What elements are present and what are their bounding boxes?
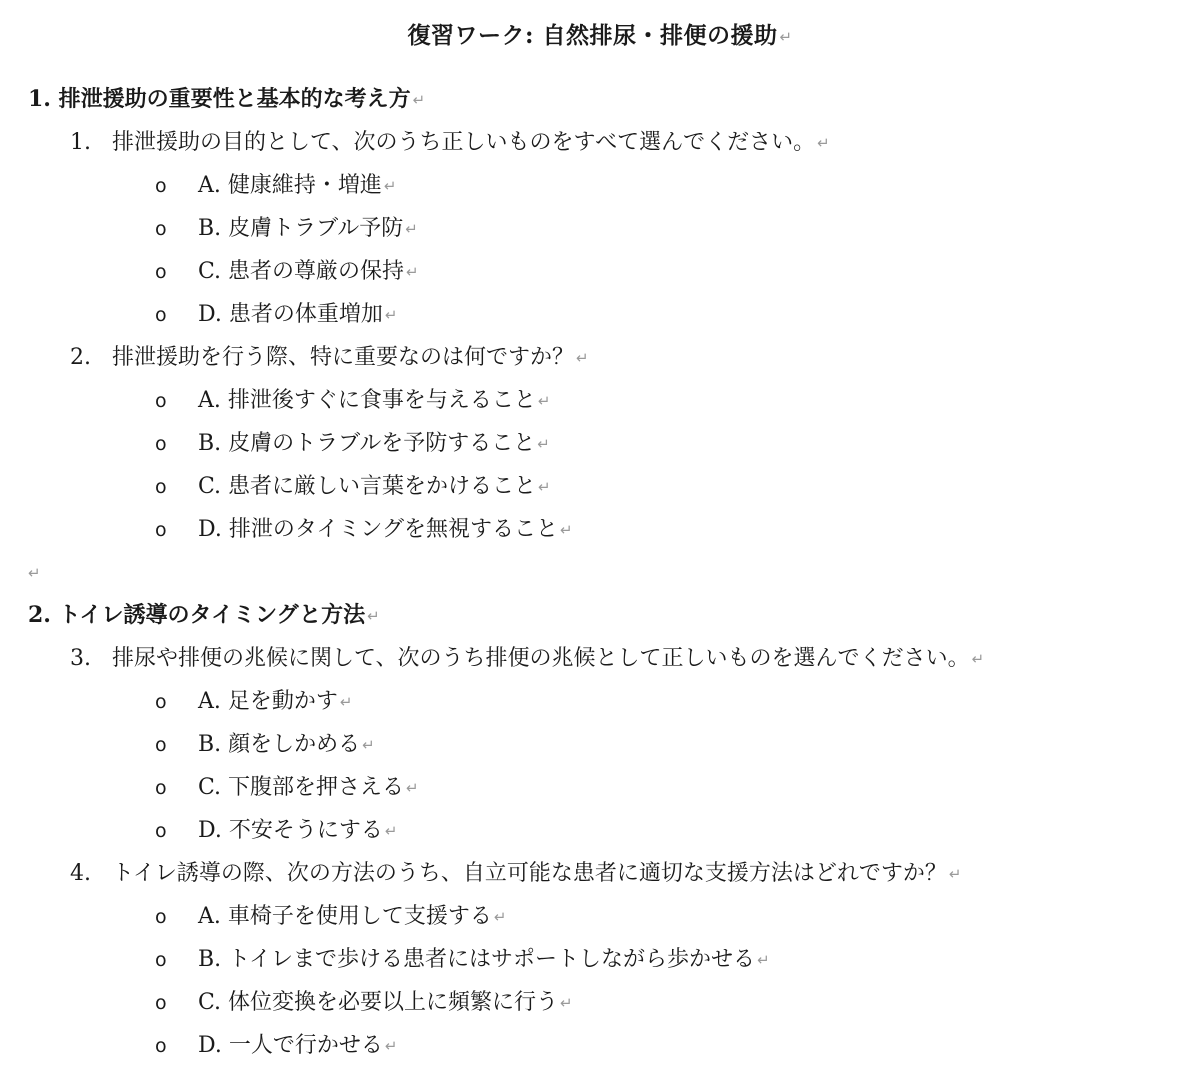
question-2 — [70, 336, 589, 379]
section-heading-1: 1. 排泄援助の重要性と基本的な考え方 ↵ — [28, 86, 426, 112]
paragraph-mark-icon: ↵ — [559, 521, 573, 539]
option-q1-c — [155, 250, 419, 293]
option-q2-b — [155, 422, 550, 465]
empty-paragraph — [26, 551, 41, 594]
paragraph-mark-icon: ↵ — [537, 392, 551, 410]
paragraph-mark-icon: ↵ — [405, 220, 418, 238]
question-number: 2. — [70, 345, 91, 370]
option-text: C. 患者の尊厳の保持 — [198, 259, 405, 284]
option-q4-b — [155, 938, 770, 981]
paragraph-mark-icon: ↵ — [406, 263, 419, 281]
question-text: 排泄援助の目的として、次のうち正しいものをすべて選んでください。 — [112, 130, 816, 155]
paragraph-mark-icon: ↵ — [362, 736, 375, 754]
option-text: B. トイレまで歩ける患者にはサポートしながら歩かせる — [198, 947, 756, 972]
bullet-icon: o — [155, 304, 167, 326]
paragraph-mark-icon: ↵ — [576, 349, 589, 367]
paragraph-mark-icon: ↵ — [384, 1037, 398, 1055]
option-text: D. 不安そうにする — [198, 818, 383, 843]
bullet-icon: o — [155, 1035, 167, 1057]
bullet-icon: o — [155, 175, 167, 197]
option-q1-a — [155, 164, 396, 207]
paragraph-mark-icon: ↵ — [384, 822, 398, 840]
question-number: 4. — [70, 861, 91, 886]
bullet-icon: o — [155, 906, 167, 928]
paragraph-mark-icon: ↵ — [28, 564, 41, 582]
option-q1-d — [155, 293, 397, 336]
bullet-icon: o — [155, 777, 167, 799]
question-number: 1. — [70, 130, 91, 155]
option-text: D. 排泄のタイミングを無視すること — [198, 517, 558, 542]
bullet-icon: o — [155, 992, 167, 1014]
paragraph-mark-icon: ↵ — [817, 134, 830, 152]
question-4 — [70, 852, 961, 895]
paragraph-mark-icon: ↵ — [406, 779, 419, 797]
option-q2-c — [155, 465, 551, 508]
option-q4-d — [155, 1024, 397, 1067]
question-number: 3. — [70, 646, 91, 671]
bullet-icon: o — [155, 433, 167, 455]
bullet-icon: o — [155, 390, 167, 412]
option-text: C. 患者に厳しい言葉をかけること — [198, 474, 537, 499]
question-text: 排尿や排便の兆候に関して、次のうち排便の兆候として正しいものを選んでください。 — [112, 646, 970, 671]
paragraph-mark-icon: ↵ — [948, 865, 962, 883]
option-text: D. 一人で行かせる — [198, 1033, 383, 1058]
paragraph-mark-icon: ↵ — [384, 306, 398, 324]
paragraph-mark-icon: ↵ — [493, 908, 507, 926]
bullet-icon: o — [155, 820, 167, 842]
option-q3-b — [155, 723, 375, 766]
paragraph-mark-icon: ↵ — [367, 607, 380, 625]
option-text: B. 皮膚のトラブルを予防すること — [198, 431, 536, 456]
paragraph-mark-icon: ↵ — [383, 177, 397, 195]
option-text: A. 排泄後すぐに食事を与えること — [198, 388, 536, 413]
question-text: トイレ誘導の際、次の方法のうち、自立可能な患者に適切な支援方法はどれですか？ — [112, 861, 947, 886]
bullet-icon: o — [155, 476, 167, 498]
option-q3-c — [155, 766, 419, 809]
option-text: A. 車椅子を使用して支援する — [198, 904, 492, 929]
paragraph-mark-icon: ↵ — [757, 951, 770, 969]
option-q4-c — [155, 981, 573, 1024]
paragraph-mark-icon: ↵ — [339, 693, 353, 711]
option-text: D. 患者の体重増加 — [198, 302, 383, 327]
paragraph-mark-icon: ↵ — [538, 478, 551, 496]
option-q3-a — [155, 680, 352, 723]
option-q2-d — [155, 508, 573, 551]
document-title: 復習ワーク: 自然排尿・排便の援助 ↵ — [407, 22, 793, 49]
option-q4-a — [155, 895, 506, 938]
option-text: B. 皮膚トラブル予防 — [198, 216, 404, 241]
bullet-icon: o — [155, 691, 167, 713]
bullet-icon: o — [155, 218, 167, 240]
paragraph-mark-icon: ↵ — [412, 91, 426, 109]
option-text: C. 体位変換を必要以上に頻繁に行う — [198, 990, 559, 1015]
paragraph-mark-icon: ↵ — [537, 435, 550, 453]
option-text: A. 健康維持・増進 — [198, 173, 382, 198]
bullet-icon: o — [155, 261, 167, 283]
option-text: C. 下腹部を押さえる — [198, 775, 405, 800]
option-q1-b — [155, 207, 418, 250]
option-q3-d — [155, 809, 397, 852]
bullet-icon: o — [155, 949, 167, 971]
option-q2-a — [155, 379, 550, 422]
paragraph-mark-icon: ↵ — [779, 28, 793, 46]
paragraph-mark-icon: ↵ — [971, 650, 985, 668]
paragraph-mark-icon: ↵ — [560, 994, 573, 1012]
option-text: A. 足を動かす — [198, 689, 338, 714]
section-heading-2: 2. トイレ誘導のタイミングと方法 ↵ — [28, 602, 380, 628]
question-1 — [70, 121, 830, 164]
question-text: 排泄援助を行う際、特に重要なのは何ですか？ — [112, 345, 575, 370]
bullet-icon: o — [155, 734, 167, 756]
option-text: B. 顔をしかめる — [198, 732, 361, 757]
bullet-icon: o — [155, 519, 167, 541]
question-3 — [70, 637, 984, 680]
